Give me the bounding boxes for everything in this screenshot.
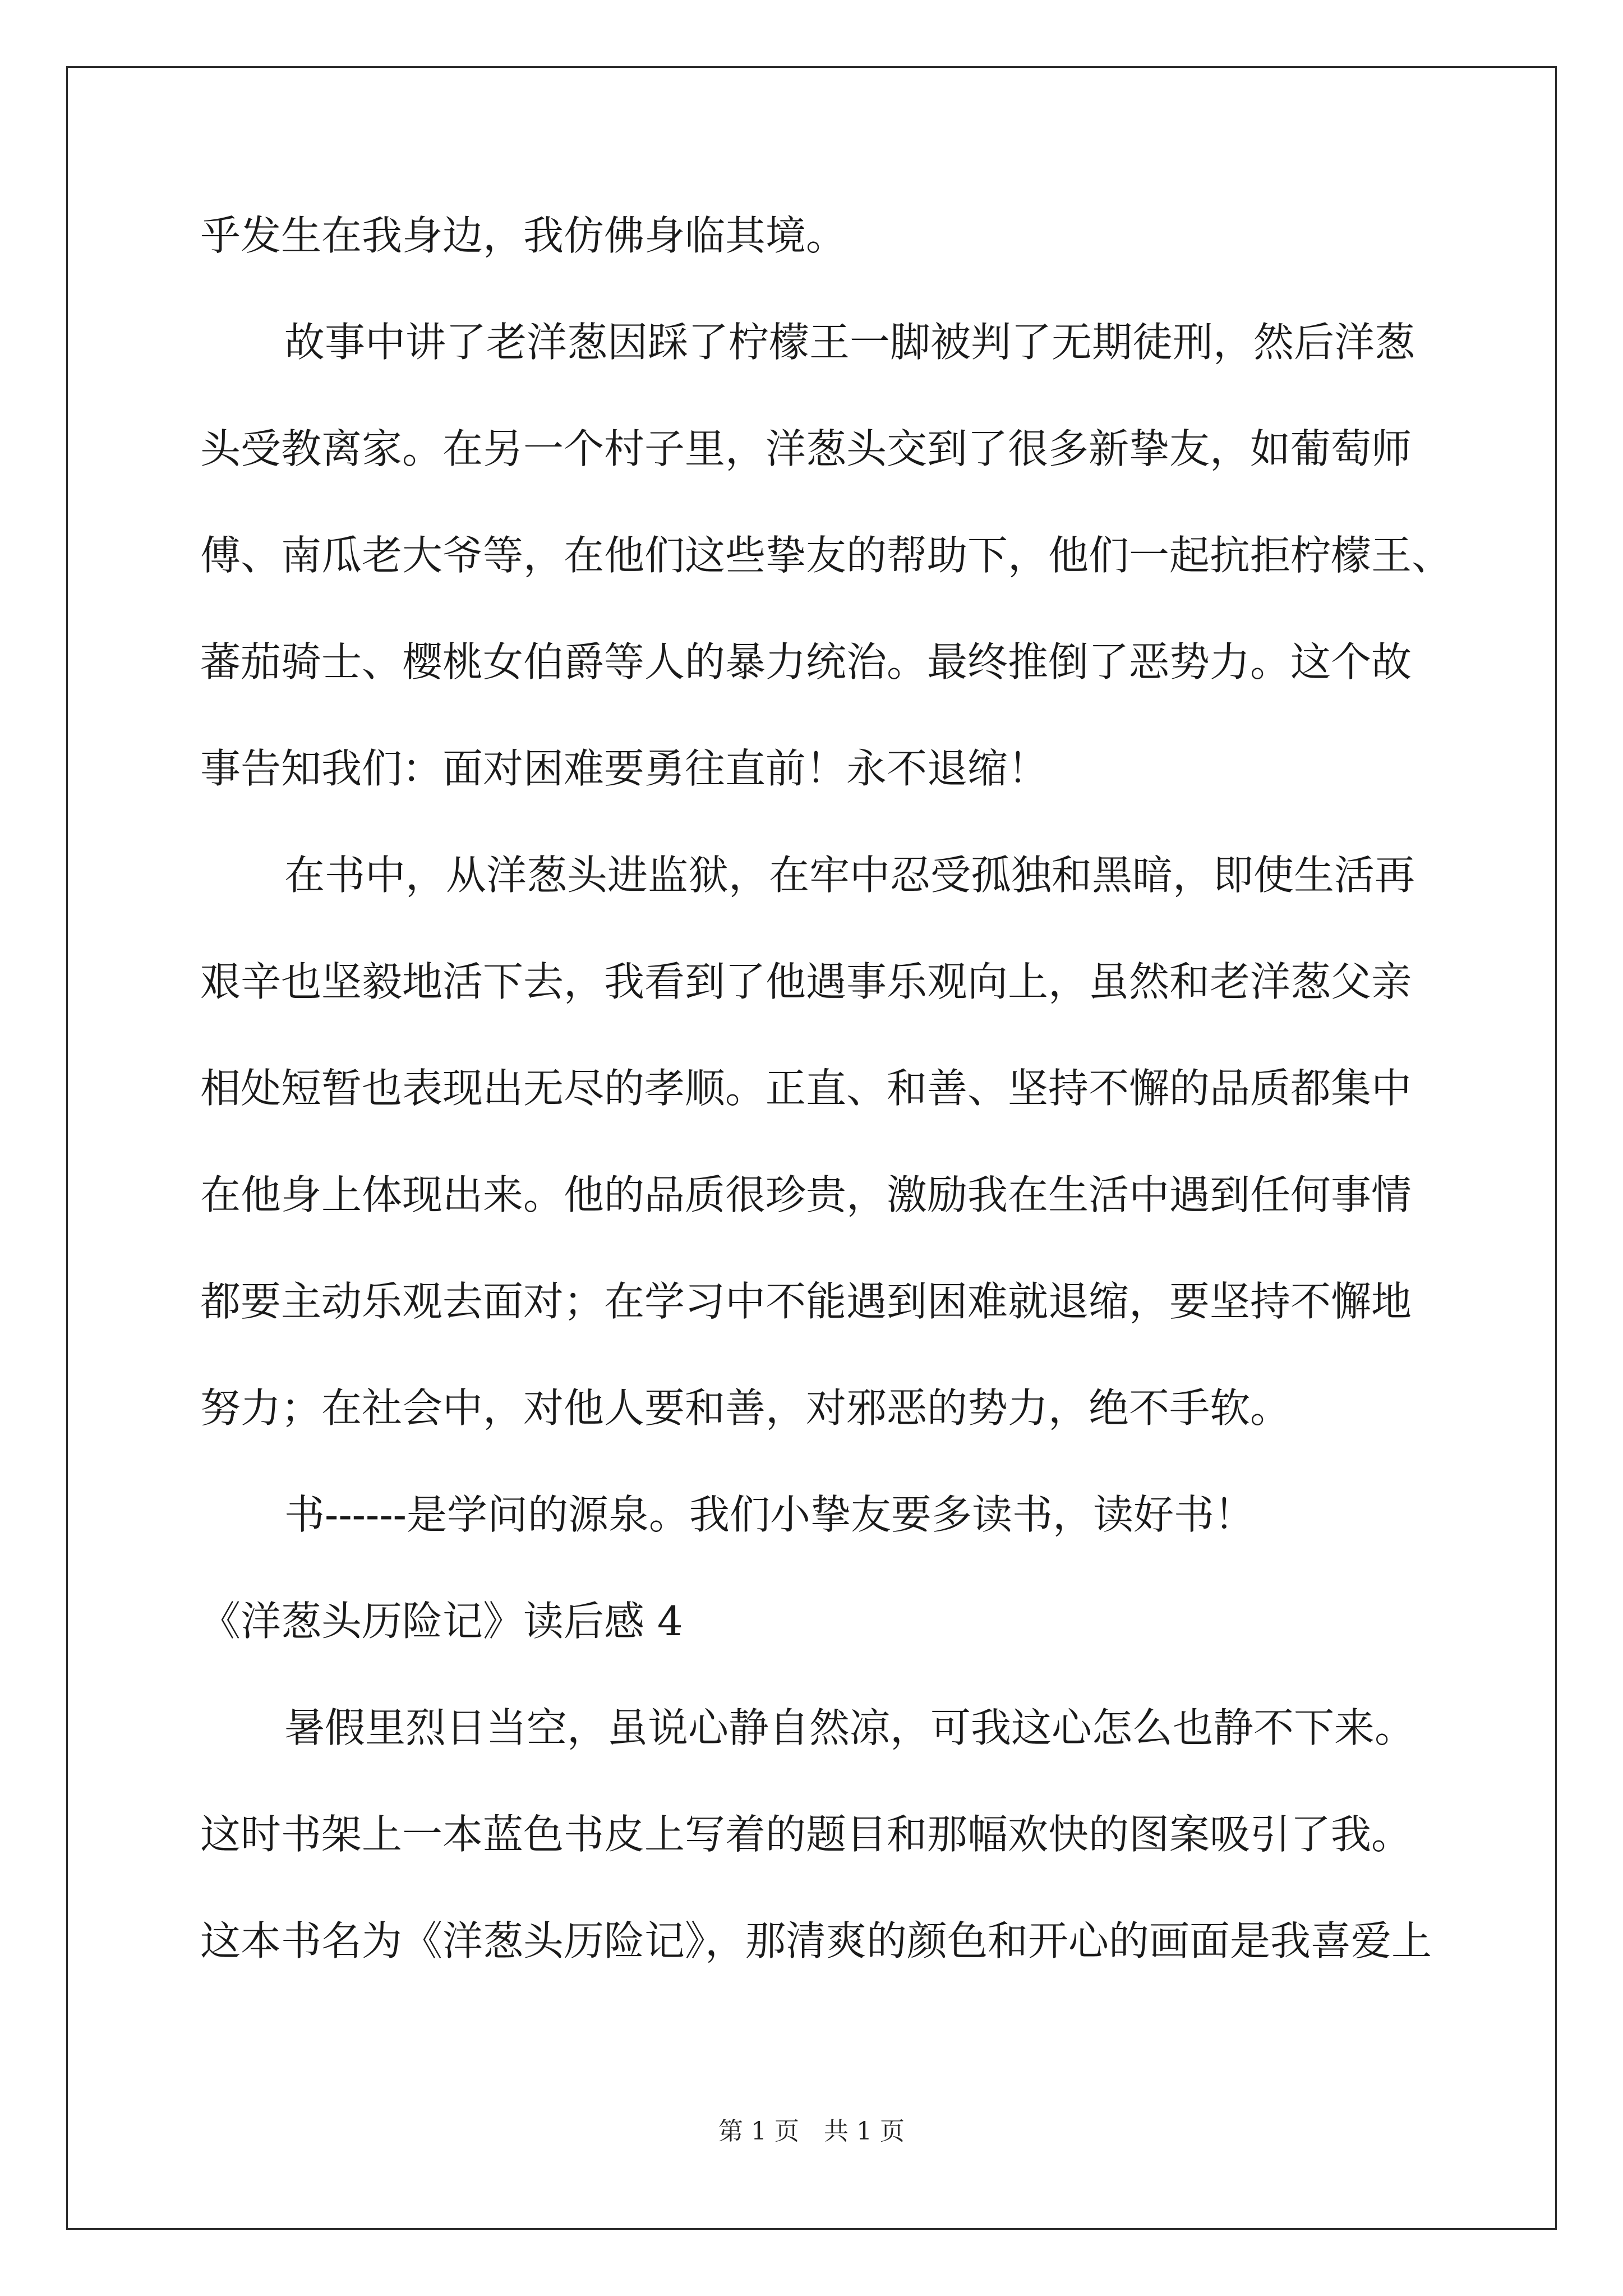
paragraph-start: 暑假里烈日当空，虽说心静自然凉，可我这心怎么也静不下来。 bbox=[284, 1704, 1415, 1751]
text-line: 在他身上体现出来。他的品质很珍贵，激励我在生活中遇到任何事情 bbox=[200, 1171, 1412, 1218]
page-border bbox=[66, 66, 1557, 2230]
text-line: 艰辛也坚毅地活下去，我看到了他遇事乐观向上，虽然和老洋葱父亲 bbox=[200, 958, 1412, 1005]
paragraph-start: 在书中，从洋葱头进监狱，在牢中忍受孤独和黑暗，即使生活再 bbox=[284, 852, 1415, 899]
text-line: 蕃茄骑士、樱桃女伯爵等人的暴力统治。最终推倒了恶势力。这个故 bbox=[200, 638, 1412, 685]
paragraph-start: 故事中讲了老洋葱因踩了柠檬王一脚被判了无期徒刑，然后洋葱 bbox=[284, 319, 1415, 366]
paragraph-start: 书------是学问的源泉。我们小挚友要多读书，读好书！ bbox=[284, 1491, 1255, 1538]
text-line: 傅、南瓜老大爷等，在他们这些挚友的帮助下，他们一起抗拒柠檬王、 bbox=[200, 532, 1453, 579]
page-number-footer: 第 1 页 共 1 页 bbox=[718, 2117, 905, 2146]
text-line: 头受教离家。在另一个村子里，洋葱头交到了很多新挚友，如葡萄师 bbox=[200, 425, 1412, 472]
text-line: 事告知我们：面对困难要勇往直前！永不退缩！ bbox=[200, 745, 1049, 792]
text-line: 这时书架上一本蓝色书皮上写着的题目和那幅欢快的图案吸引了我。 bbox=[200, 1811, 1412, 1858]
text-line: 都要主动乐观去面对；在学习中不能遇到困难就退缩，要坚持不懈地 bbox=[200, 1278, 1412, 1325]
section-heading: 《洋葱头历险记》读后感 4 bbox=[200, 1598, 683, 1645]
text-line: 乎发生在我身边，我仿佛身临其境。 bbox=[200, 212, 847, 259]
text-line: 相处短暂也表现出无尽的孝顺。正直、和善、坚持不懈的品质都集中 bbox=[200, 1065, 1412, 1112]
text-line: 努力；在社会中，对他人要和善，对邪恶的势力，绝不手软。 bbox=[200, 1384, 1291, 1432]
text-line: 这本书名为《洋葱头历险记》，那清爽的颜色和开心的画面是我喜爱上 bbox=[200, 1917, 1432, 1964]
